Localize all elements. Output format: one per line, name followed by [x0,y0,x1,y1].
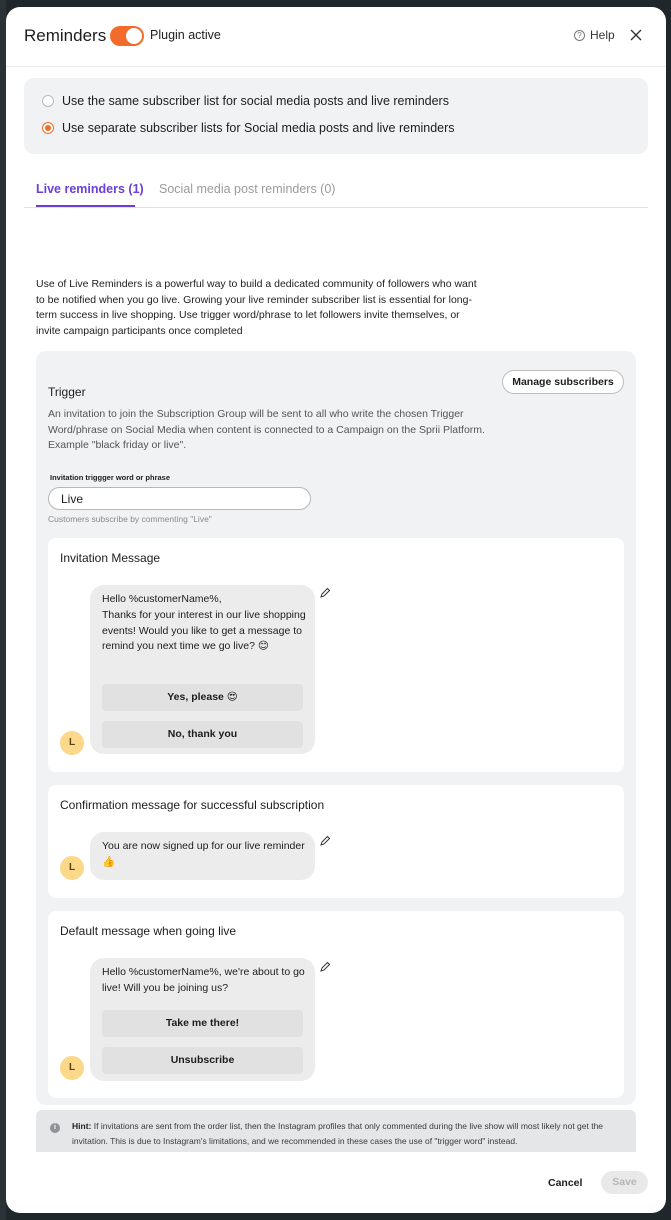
default-live-message-text: Hello %customerName%, we're about to go live! Will you be joining us? [102,966,305,994]
invitation-message-card [48,538,624,772]
info-icon: i [50,1123,60,1133]
trigger-word-input[interactable] [48,487,311,510]
hint-label: Hint: [72,1121,92,1131]
close-icon[interactable] [628,27,644,43]
radio-button[interactable] [42,95,54,107]
trigger-title: Trigger [48,385,86,399]
edit-pencil-icon[interactable] [319,586,331,598]
confirmation-message-text: You are now signed up for our live reminder 👍 [102,840,305,868]
modal-title: Reminders [24,26,107,45]
radio-button-selected[interactable] [42,122,54,134]
confirmation-message-title: Confirmation message for successful subscription [60,798,325,812]
hint-box [36,1110,636,1152]
radio-separate-lists[interactable] [42,121,455,135]
unsubscribe-button[interactable]: Unsubscribe [102,1047,303,1074]
trigger-field-help: Customers subscribe by commenting "Live" [48,514,212,524]
confirmation-message-card [48,785,624,898]
help-label: Help [590,28,615,42]
default-live-message-bubble [90,958,315,1081]
confirmation-message-bubble [90,832,315,880]
help-circle-icon: ? [574,30,585,41]
save-button[interactable]: Save [601,1171,648,1194]
avatar: L [60,1056,84,1080]
active-tab-indicator [36,205,135,207]
default-live-message-title: Default message when going live [60,924,237,938]
cancel-button[interactable]: Cancel [548,1177,583,1189]
plugin-active-toggle[interactable] [110,26,144,46]
manage-subscribers-button[interactable]: Manage subscribers [502,370,624,394]
avatar: L [60,856,84,880]
live-reminders-intro: Use of Live Reminders is a powerful way to build a dedicated community of followers who want to be notified when you go live. Growing your live reminder subscriber list is essential for long-term success in live shopping. Use trigger word/phrase to let followers invite themselves, or invite campaign participants once completed [36,278,477,337]
yes-please-button[interactable]: Yes, please 😍 [102,684,303,711]
no-thank-you-button[interactable]: No, thank you [102,721,303,748]
hint-text [72,1119,628,1148]
modal-header [6,7,666,67]
radio-same-list[interactable] [42,94,449,108]
tab-live-reminders[interactable]: Live reminders (1) [36,182,144,196]
radio-label: Use the same subscriber list for social media posts and live reminders [62,94,449,108]
hint-body: If invitations are sent from the order list, then the Instagram profiles that only commented during the live show will most likely not get the invitation. This is due to Instagram's limitations, and we recommended in these cases the use of "trigger word" instead. [72,1121,604,1146]
plugin-active-label: Plugin active [150,28,221,42]
default-live-message-card [48,911,624,1098]
trigger-field-label: Invitation triggger word or phrase [50,473,171,482]
trigger-description: An invitation to join the Subscription Group will be sent to all who write the chosen Trigger Word/phrase on Social Media when content is connected to a Campaign on the Sprii Platform. Example "black friday or live". [48,408,485,452]
help-link[interactable] [574,28,615,42]
take-me-there-button[interactable]: Take me there! [102,1010,303,1037]
edit-pencil-icon[interactable] [319,960,331,972]
subscriber-list-options [24,78,648,154]
edit-pencil-icon[interactable] [319,834,331,846]
invitation-message-text: Hello %customerName%, Thanks for your interest in our live shopping events! Would you like to get a message to remind you next time we go live? 😊 [102,593,306,653]
tab-social-media-post-reminders[interactable]: Social media post reminders (0) [159,182,336,196]
invitation-message-bubble [90,585,315,754]
reminder-tabs [24,172,648,208]
toggle-knob [126,28,142,44]
invitation-message-title: Invitation Message [60,551,161,565]
trigger-panel [36,351,636,1105]
radio-label: Use separate subscriber lists for Social media posts and live reminders [62,121,455,135]
avatar: L [60,731,84,755]
reminders-modal [6,7,666,1213]
